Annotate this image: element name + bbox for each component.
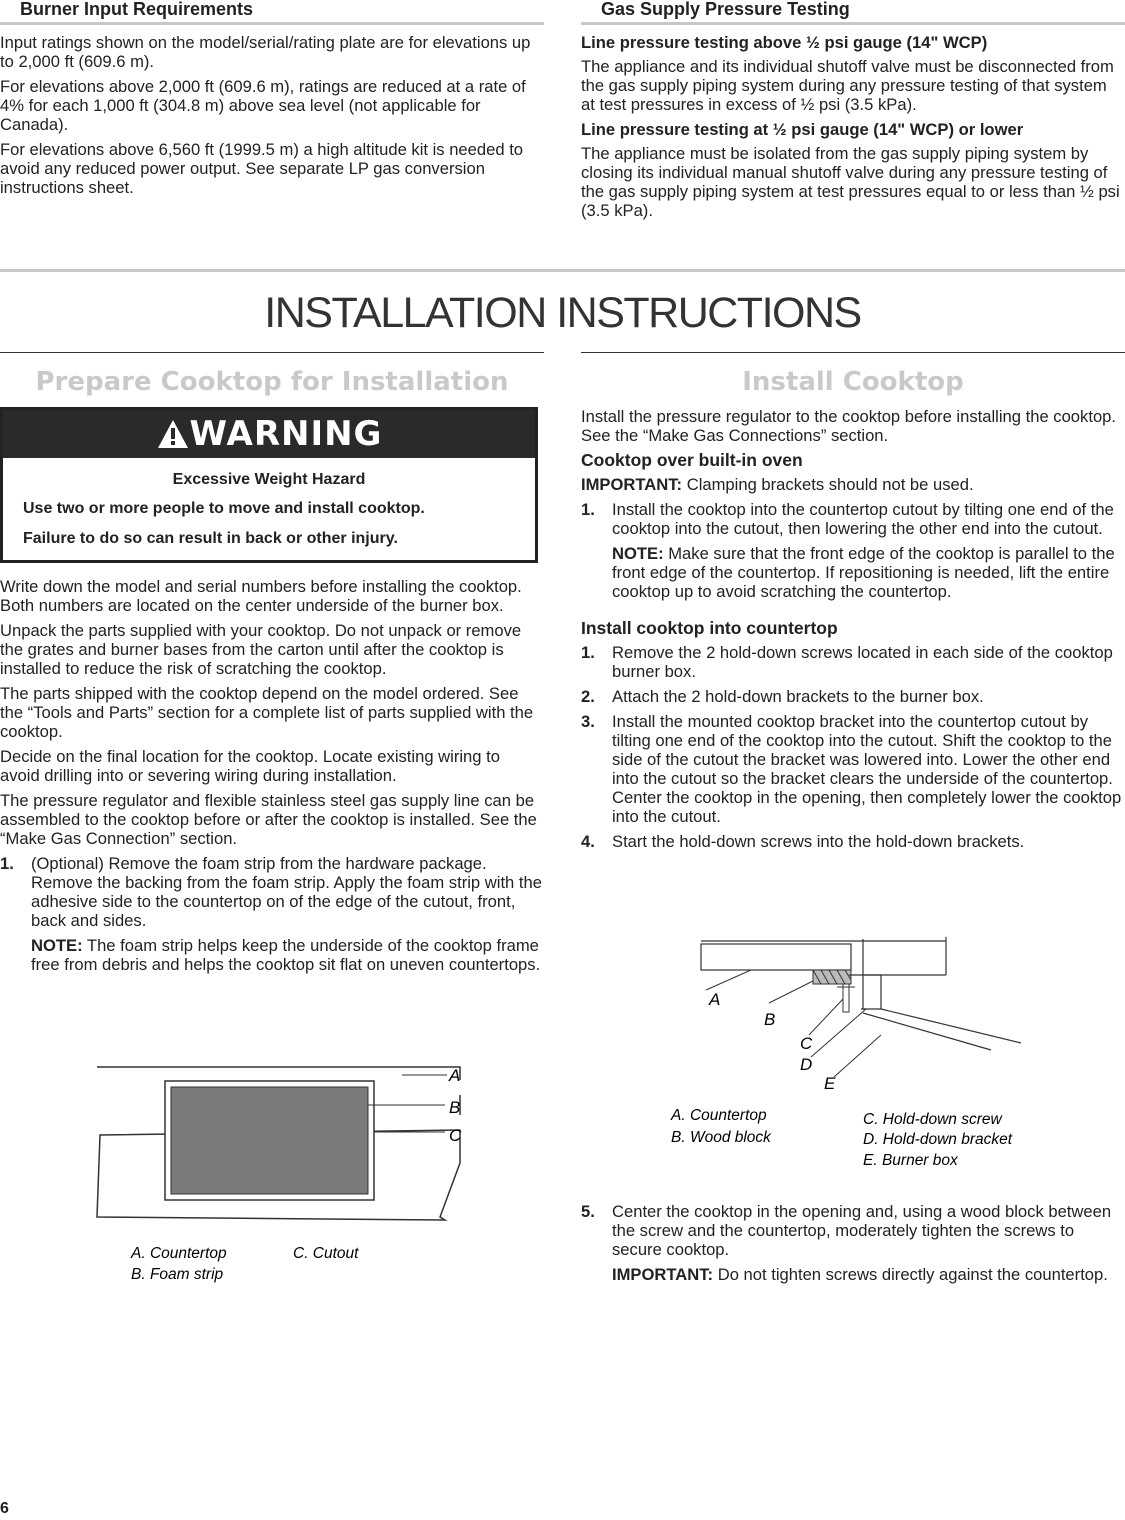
caption-a: A. Countertop xyxy=(131,1245,227,1262)
caption-a: A. Countertop xyxy=(671,1107,767,1124)
warning-label: WARNING xyxy=(189,413,383,454)
prepare-paragraph-2: Unpack the parts supplied with your cooktop. Do not unpack or remove the grates and burner bases from the carton until after the cooktop is installed to reduce the risk of scratching the cooktop. xyxy=(0,621,522,678)
caption-d: D. Hold-down bracket xyxy=(863,1131,1013,1148)
step-text: Start the hold-down screws into the hold-down brackets. xyxy=(612,832,1025,851)
prepare-steps xyxy=(0,854,544,974)
label-e: E xyxy=(824,1074,836,1093)
important-label: IMPORTANT: xyxy=(581,475,683,494)
warning-hazard: Excessive Weight Hazard xyxy=(172,471,366,488)
install-step-5 xyxy=(581,1202,1125,1290)
label-c: C xyxy=(800,1034,813,1053)
warning-line-2: Failure to do so can result in back or other injury. xyxy=(23,530,398,547)
prepare-heading: Prepare Cooktop for Installation xyxy=(35,367,509,397)
step-note xyxy=(31,936,544,974)
countertop-steps xyxy=(581,643,1125,851)
prepare-section xyxy=(0,352,544,980)
burner-paragraph-1: Input ratings shown on the model/serial/rating plate are for elevations up to 2,000 ft (609.6 m). xyxy=(0,33,531,71)
label-a: A xyxy=(709,990,721,1009)
gas-pressure-section xyxy=(581,0,1125,226)
gas-paragraph-2: The appliance must be isolated from the gas supply piping system by closing its individual manual shutoff valve during any pressure testing of the gas supply piping system at test pressures equal to or less than ½ psi (3.5 kPa). xyxy=(581,144,1120,220)
section-divider xyxy=(0,22,544,25)
step-text: Remove the 2 hold-down screws located in each side of the cooktop burner box. xyxy=(612,643,1113,681)
label-a: A xyxy=(449,1066,461,1085)
note-label: NOTE: xyxy=(612,544,664,563)
warning-body xyxy=(3,458,535,560)
caption-e: E. Burner box xyxy=(863,1152,958,1169)
install-subheading-2: Install cooktop into countertop xyxy=(581,618,838,638)
install-heading: Install Cooktop xyxy=(742,367,964,397)
gas-subheading-1: Line pressure testing above ½ psi gauge (14" WCP) xyxy=(581,33,988,52)
label-b: B xyxy=(449,1098,461,1117)
caption-b: B. Wood block xyxy=(671,1129,771,1146)
page-divider xyxy=(0,269,1125,272)
section-rule xyxy=(0,352,544,353)
final-steps xyxy=(581,1202,1125,1284)
step-text: Install the mounted cooktop bracket into the countertop cutout by tilting one end of the cooktop into the cutout. Shift the cooktop to the side of the cutout the bracket was lowered into. Lower the other end into the cutout so the bracket clears the underside of the countertop. Center the cooktop in the opening, then completely lower the cooktop into the cutout. xyxy=(612,712,1122,826)
caption-c: C. Hold-down screw xyxy=(863,1111,1002,1128)
prepare-paragraph-5: The pressure regulator and flexible stainless steel gas supply line can be assembled to the cooktop before or after the cooktop is installed. See the “Make Gas Connection” section. xyxy=(0,791,537,848)
warning-line-1: Use two or more people to move and install cooktop. xyxy=(23,500,425,517)
callout-line-c xyxy=(809,999,843,1035)
cutout-area xyxy=(171,1087,368,1194)
warning-banner xyxy=(3,410,535,458)
step-number: 2. xyxy=(581,687,595,706)
callout-line-b xyxy=(769,981,813,1003)
step-number: 1. xyxy=(581,643,595,662)
list-item xyxy=(0,854,544,974)
burner-input-section xyxy=(0,0,544,203)
label-d: D xyxy=(800,1055,813,1074)
prepare-paragraph-1: Write down the model and serial numbers before installing the cooktop. Both numbers are located on the center underside of the burner box. xyxy=(0,577,522,615)
warning-box xyxy=(0,407,538,563)
install-section xyxy=(581,352,1125,857)
install-subheading-1: Cooktop over built-in oven xyxy=(581,450,803,470)
holddown-figure xyxy=(581,925,1125,1175)
burner-paragraph-3: For elevations above 6,560 ft (1999.5 m) a high altitude kit is needed to avoid any reduced power output. See separate LP gas conversion instructions sheet. xyxy=(0,140,524,197)
important-text: Clamping brackets should not be used. xyxy=(682,475,974,494)
caption-b: B. Foam strip xyxy=(131,1266,224,1283)
burner-box-outline xyxy=(863,937,1021,1043)
list-item xyxy=(581,643,1125,681)
step-note xyxy=(612,544,1125,601)
warning-triangle-icon xyxy=(156,418,190,450)
callout-line-d xyxy=(811,1009,866,1057)
list-item xyxy=(581,832,1125,851)
holddown-screw xyxy=(843,984,849,1012)
gas-subheading-2: Line pressure testing at ½ psi gauge (14" WCP) or lower xyxy=(581,120,1024,139)
step-note xyxy=(612,1265,1125,1284)
list-item xyxy=(581,500,1125,601)
label-b: B xyxy=(764,1010,776,1029)
list-item xyxy=(581,687,1125,706)
burner-paragraph-2: For elevations above 2,000 ft (609.6 m), ratings are reduced at a rate of 4% for each 1,000 ft (304.8 m) above sea level (not applicable for Canada). xyxy=(0,77,526,134)
oven-steps xyxy=(581,500,1125,601)
page-title: INSTALLATION INSTRUCTIONS xyxy=(264,289,861,337)
important-text: Do not tighten screws directly against the countertop. xyxy=(713,1265,1108,1284)
section-divider xyxy=(581,22,1125,25)
step-number: 5. xyxy=(581,1202,595,1221)
prepare-paragraph-4: Decide on the final location for the cooktop. Locate existing wiring to avoid drilling into or severing wiring during installation. xyxy=(0,747,500,785)
burner-input-heading: Burner Input Requirements xyxy=(20,0,254,19)
list-item xyxy=(581,1202,1125,1284)
step-number: 4. xyxy=(581,832,595,851)
holddown-bracket xyxy=(849,975,881,1009)
countertop-block xyxy=(701,944,851,970)
note-text: Make sure that the front edge of the cooktop is parallel to the front edge of the countertop. If repositioning is needed, lift the entire cooktop up to avoid scratching the countertop. xyxy=(612,544,1115,601)
step-number: 1. xyxy=(0,854,14,873)
list-item xyxy=(581,712,1125,826)
step-number: 3. xyxy=(581,712,595,731)
gas-paragraph-1: The appliance and its individual shutoff valve must be disconnected from the gas supply piping system during any pressure testing of that system at test pressures in excess of ½ psi (3.5 kPa). xyxy=(581,57,1114,114)
important-label: IMPORTANT: xyxy=(612,1265,714,1284)
callout-line-e xyxy=(834,1035,881,1077)
install-intro: Install the pressure regulator to the cooktop before installing the cooktop. See the “Make Gas Connections” section. xyxy=(581,407,1117,445)
page-number: 6 xyxy=(0,1500,9,1517)
prepare-paragraph-3: The parts shipped with the cooktop depend on the model ordered. See the “Tools and Parts” section for a complete list of parts supplied with the cooktop. xyxy=(0,684,534,741)
note-label: NOTE: xyxy=(31,936,83,955)
step-number: 1. xyxy=(581,500,595,519)
wood-block xyxy=(813,970,851,984)
step-text: Attach the 2 hold-down brackets to the burner box. xyxy=(612,687,984,706)
step-text: (Optional) Remove the foam strip from the hardware package. Remove the backing from the foam strip. Apply the foam strip with the adhesive side to the countertop on of the edge of the cutout, front, back and sides. xyxy=(31,854,542,930)
step-text: Center the cooktop in the opening and, using a wood block between the screw and the countertop, moderately tighten the screws to secure cooktop. xyxy=(612,1202,1112,1259)
step-text: Install the cooktop into the countertop cutout by tilting one end of the cooktop into the cutout, then lowering the other end into the cutout. xyxy=(612,500,1114,538)
caption-c: C. Cutout xyxy=(293,1245,359,1262)
cutout-figure xyxy=(0,1055,544,1295)
note-text: The foam strip helps keep the underside of the cooktop frame free from debris and helps the cooktop sit flat on uneven countertops. xyxy=(31,936,541,974)
label-c: C xyxy=(449,1126,462,1145)
callout-line-a xyxy=(706,970,751,990)
section-rule xyxy=(581,352,1125,353)
gas-pressure-heading: Gas Supply Pressure Testing xyxy=(601,0,850,19)
